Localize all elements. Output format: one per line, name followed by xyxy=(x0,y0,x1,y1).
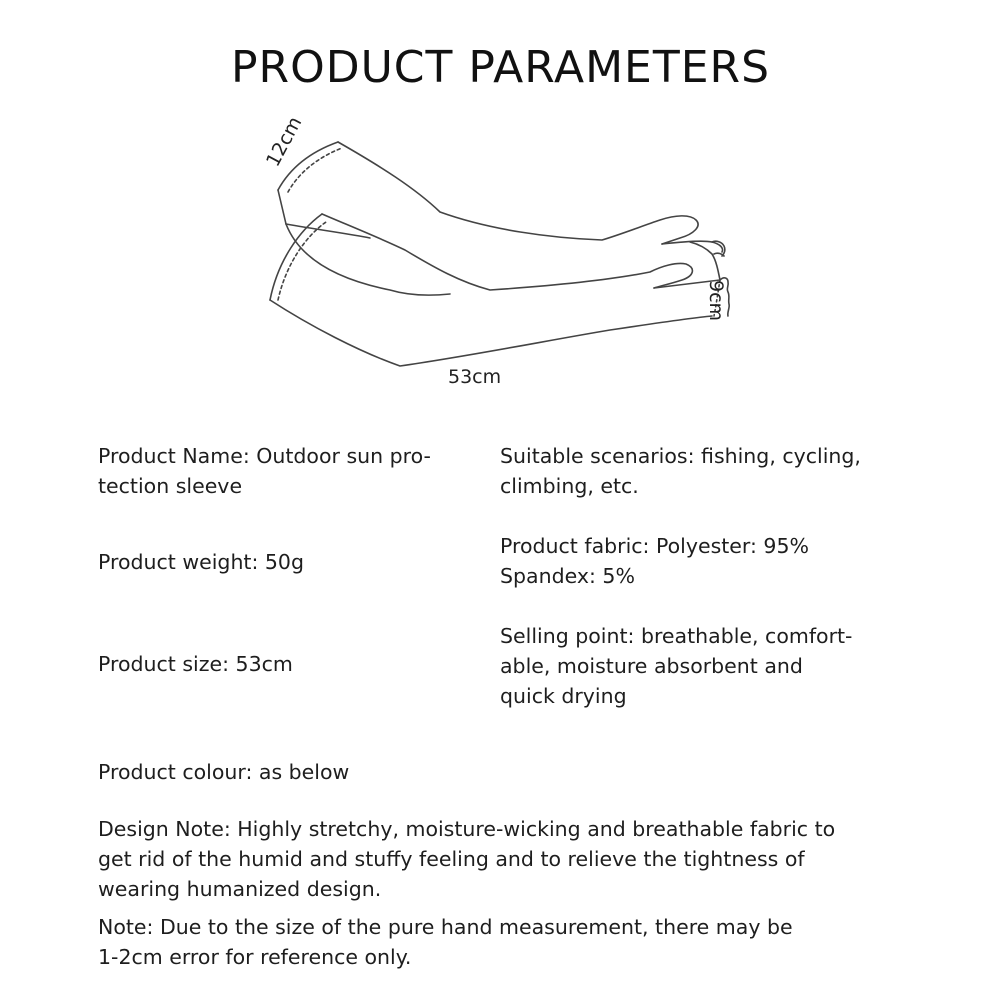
product-size-text: Product size: 53cm xyxy=(98,652,293,676)
selling-point-line: able, moisture absorbent and xyxy=(500,654,803,678)
product-name-line: Product Name: Outdoor sun pro- xyxy=(98,444,431,468)
design-note-line: get rid of the humid and stuffy feeling and to relieve the tightness of xyxy=(98,847,805,871)
selling-point-line: Selling point: breathable, comfort- xyxy=(500,624,853,648)
product-fabric-line: Product fabric: Polyester: 95% xyxy=(500,534,809,558)
dimension-label-top-opening: 12cm xyxy=(262,113,307,171)
product-colour-text: Product colour: as below xyxy=(98,760,350,784)
measurement-note xyxy=(98,912,898,972)
measurement-note-line: Note: Due to the size of the pure hand measurement, there may be xyxy=(98,915,793,939)
suitable-scenarios-line: Suitable scenarios: fishing, cycling, xyxy=(500,444,861,468)
design-note-line: wearing humanized design. xyxy=(98,877,382,901)
design-note xyxy=(98,814,898,904)
front-sleeve-drawing xyxy=(270,214,729,366)
product-size xyxy=(98,649,473,679)
dimension-label-hand-opening: 9cm xyxy=(705,280,727,322)
product-name-line: tection sleeve xyxy=(98,474,243,498)
product-weight xyxy=(98,547,473,577)
product-fabric xyxy=(500,531,900,591)
product-name xyxy=(98,441,473,501)
suitable-scenarios xyxy=(500,441,900,501)
product-colour xyxy=(98,757,898,787)
measurement-note-line: 1-2cm error for reference only. xyxy=(98,945,412,969)
selling-point-line: quick drying xyxy=(500,684,627,708)
product-fabric-line: Spandex: 5% xyxy=(500,564,635,588)
back-sleeve-drawing xyxy=(278,142,725,256)
product-weight-text: Product weight: 50g xyxy=(98,550,304,574)
arm-sleeve-diagram xyxy=(250,130,770,400)
selling-point xyxy=(500,621,900,711)
design-note-line: Design Note: Highly stretchy, moisture-wicking and breathable fabric to xyxy=(98,817,836,841)
page-title: PRODUCT PARAMETERS xyxy=(230,42,771,93)
suitable-scenarios-line: climbing, etc. xyxy=(500,474,639,498)
dimension-label-length: 53cm xyxy=(448,366,502,388)
